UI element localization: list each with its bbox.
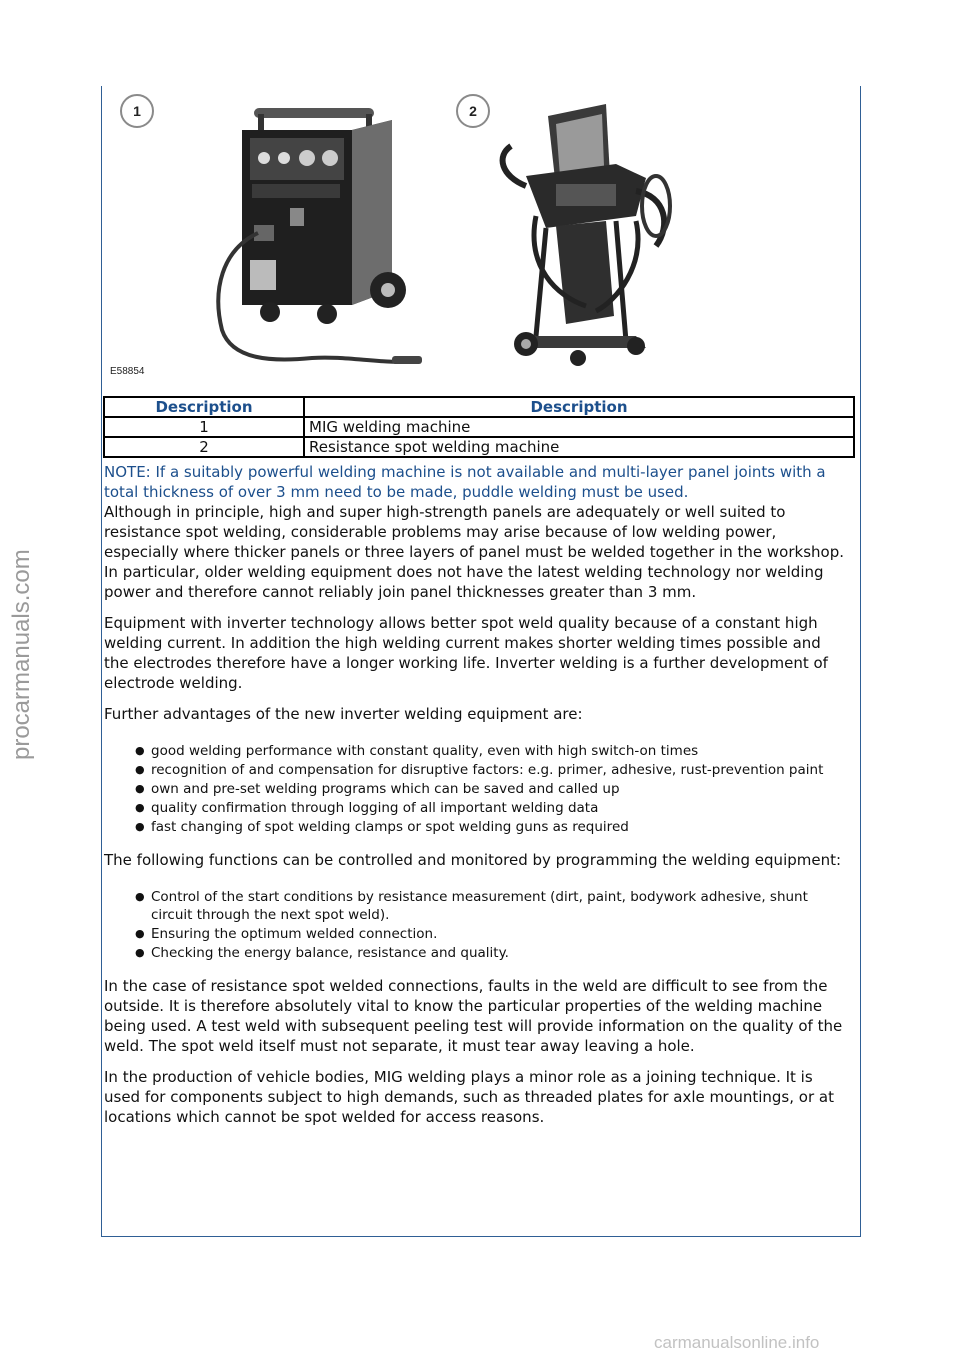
callout-2: 2: [456, 94, 490, 128]
list-item: ● quality confirmation through logging of all important welding data: [151, 799, 849, 817]
paragraph-weld-faults: In the case of resistance spot welded connections, faults in the weld are difficult to see from the outside. It is therefore absolutely vital to know the particular properties of the welding machine being used. A test weld with subsequent peeling test will provide information on the quality of the weld. The spot weld itself must not separate, it must tear away leaving a hole.: [104, 977, 843, 1055]
legend-header-row: [104, 397, 854, 417]
list-item: ● Ensuring the optimum welded connection.: [151, 925, 849, 943]
legend-header-description: Description: [304, 397, 854, 417]
footer-watermark: carmanualsonline.info: [654, 1333, 820, 1352]
list-item: ● recognition of and compensation for disruptive factors: e.g. primer, adhesive, rust-prevention paint: [151, 761, 849, 779]
side-watermark: procarmanuals.com: [8, 549, 35, 760]
paragraph-inverter-technology: Equipment with inverter technology allows better spot weld quality because of a constant high welding current. In addition the high welding current makes shorter welding times possible and the electrodes therefore have a longer working life. Inverter welding is a further development of electrode welding.: [104, 614, 828, 692]
list-item: ● fast changing of spot welding clamps or spot welding guns as required: [151, 818, 849, 836]
paragraph-mig-welding: In the production of vehicle bodies, MIG welding plays a minor role as a joining technique. It is used for components subject to high demands, such as threaded plates for axle mountings, or at locations which cannot be spot welded for access reasons.: [104, 1068, 834, 1126]
list-item: ● own and pre-set welding programs which can be saved and called up: [151, 780, 849, 798]
legend-item-number: 1: [104, 417, 304, 437]
legend-item-text: MIG welding machine: [304, 417, 854, 437]
callout-1: 1: [120, 94, 154, 128]
legend-item-text: Resistance spot welding machine: [304, 437, 854, 457]
list-item: ● good welding performance with constant quality, even with high switch-on times: [151, 742, 849, 760]
table-row: [104, 417, 854, 437]
figure-code: E58854: [110, 366, 145, 377]
legend-item-number: 2: [104, 437, 304, 457]
list-item: ● Control of the start conditions by resistance measurement (dirt, paint, bodywork adhesive, shunt circuit through the next spot weld).: [151, 888, 849, 924]
note-paragraph: NOTE: If a suitably powerful welding machine is not available and multi-layer panel joints with a total thickness of over 3 mm need to be made, puddle welding must be used.: [104, 463, 826, 501]
functions-list: [104, 888, 849, 962]
paragraph-high-strength-panels: Although in principle, high and super high-strength panels are adequately or well suited to resistance spot welding, considerable problems may arise because of low welding power, especially where thicker panels or three layers of panel must be welded together in the workshop. In particular, older welding equipment does not have the latest welding technology nor welding power and therefore cannot reliably join panel thicknesses greater than 3 mm.: [104, 503, 845, 601]
mig-welding-machine-illustration: [192, 100, 432, 375]
advantages-list: [104, 742, 849, 836]
list-item: ● Checking the energy balance, resistance and quality.: [151, 944, 849, 962]
legend-header-number: Description: [104, 397, 304, 417]
paragraph-functions-intro: The following functions can be controlled and monitored by programming the welding equipment:: [104, 851, 842, 869]
spot-welding-machine-illustration: [486, 96, 686, 371]
legend-table: [103, 396, 855, 458]
body-text: [104, 462, 849, 1138]
table-row: [104, 437, 854, 457]
welding-machines-figure: [104, 90, 856, 386]
paragraph-advantages-intro: Further advantages of the new inverter welding equipment are:: [104, 705, 583, 723]
